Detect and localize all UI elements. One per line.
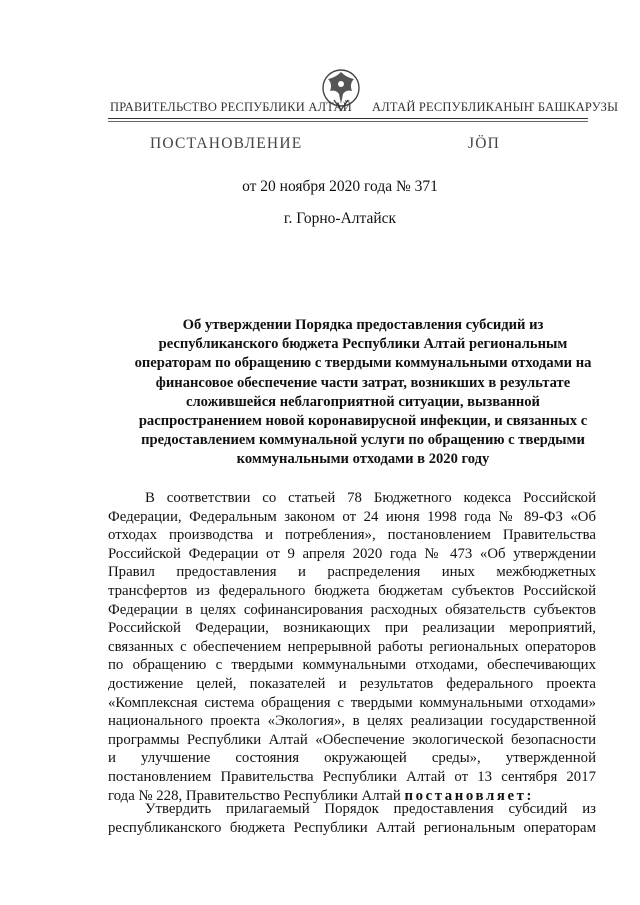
doc-kind-altai: ЈӦП: [468, 135, 501, 152]
title-line: операторам по обращению с твердыми коммунальными отходами на: [134, 355, 592, 372]
paragraph-line: достижение целей, показателей и результатов федерального проекта: [108, 675, 596, 692]
title-line: коммунальными отходами в 2020 году: [236, 451, 490, 468]
paragraph-line: Российской Федерации от 9 апреля 2020 года № 473 «Об утверждении: [108, 545, 596, 562]
preamble-paragraph: [108, 489, 596, 805]
resolution-keyword: постановляет:: [404, 787, 535, 804]
header-rule-thick: [108, 118, 588, 119]
paragraph-line: отходах производства и потребления», постановлением Правительства: [108, 527, 596, 544]
title-line: Об утверждении Порядка предоставления субсидий из: [182, 317, 544, 333]
final-line-text: года № 228, Правительство Республики Алтай: [108, 787, 405, 804]
paragraph-line: Правил предоставления и распределения иных межбюджетных: [108, 564, 596, 581]
document-title: [128, 316, 598, 470]
title-line: республиканского бюджета Республики Алтай региональным: [158, 336, 568, 353]
paragraph-line: Федерации, Федеральным законом от 24 июня 1998 года № 89-ФЗ «Об: [108, 508, 596, 525]
paragraph-line: В соответствии со статьей 78 Бюджетного кодекса Российской: [145, 490, 596, 506]
paragraph-line: связанных с обеспечением непрерывной работы региональных операторов: [108, 638, 596, 655]
paragraph-line: Утвердить прилагаемый Порядок предоставления субсидий из: [145, 801, 596, 817]
doc-kind-russian: ПОСТАНОВЛЕНИЕ: [150, 135, 303, 152]
paragraph-line: республиканского бюджета Республики Алтай региональным операторам: [108, 819, 596, 836]
paragraph-line: Российской Федерации, возникающих при реализации мероприятий,: [108, 620, 596, 637]
resolution-paragraph: [108, 800, 596, 837]
paragraph-line: «Комплексная система обращения с твердыми коммунальными отходами»: [108, 694, 596, 711]
title-line: сложившейся неблагоприятной ситуации, вызванной: [186, 393, 540, 410]
paragraph-line: и улучшение состояния окружающей среды», утвержденной: [108, 750, 596, 767]
title-line: предоставлением коммунальной услуги по обращению с твердыми: [141, 432, 585, 449]
paragraph-line: постановлением Правительства Республики Алтай от 13 сентября 2017: [108, 768, 596, 785]
paragraph-line: по обращению с твердыми коммунальными отходами, обеспечивающих: [108, 657, 596, 674]
title-line: финансовое обеспечение части затрат, возникших в результате: [155, 374, 571, 391]
header-right-text: АЛТАЙ РЕСПУБЛИКАНЫҤ БАШКАРУЗЫ: [372, 100, 619, 114]
paragraph-line: трансфертов из федерального бюджета бюджетам субъектов Российской: [108, 582, 596, 599]
paragraph-line: программы Республики Алтай «Обеспечение экологической безопасности: [108, 731, 596, 748]
document-date: от 20 ноября 2020 года № 371: [242, 178, 438, 195]
paragraph-line: национального проекта «Экология», в целях реализации государственной: [108, 713, 596, 730]
document-city: г. Горно-Алтайск: [283, 210, 397, 227]
paragraph-line: Федерации в целях софинансирования расходных обязательств субъектов: [108, 601, 596, 618]
title-line: распространением новой коронавирусной инфекции, и связанных с: [138, 413, 588, 430]
header-left-text: ПРАВИТЕЛЬСТВО РЕСПУБЛИКИ АЛТАЙ: [110, 100, 352, 114]
header-rule-thin: [108, 121, 588, 122]
